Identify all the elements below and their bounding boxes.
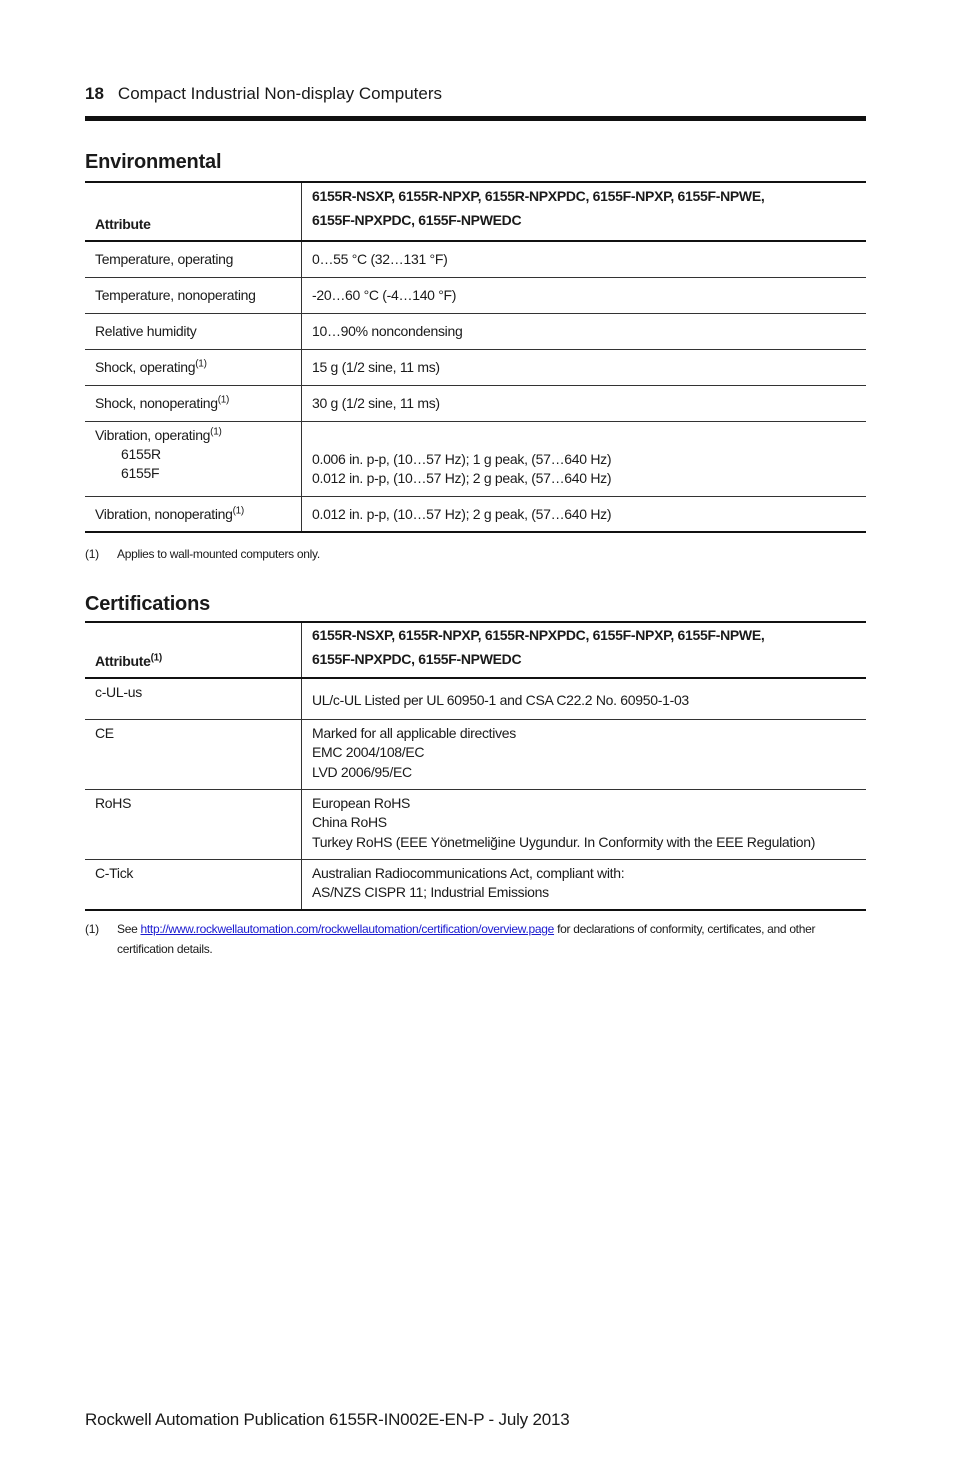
page-header	[85, 82, 866, 106]
attribute-cell: Shock, operating$^{(1)}$	[85, 349, 302, 385]
attribute-cell: c-UL-us	[85, 678, 302, 719]
attribute-cell: Relative humidity	[85, 313, 302, 349]
value-cell: 0…55 °C (32…131 °F)	[302, 241, 867, 277]
table-row	[85, 385, 866, 421]
table-row	[85, 496, 866, 532]
attribute-cell: RoHS	[85, 789, 302, 859]
certification-link[interactable]: http://www.rockwellautomation.com/rockwellautomation/certification/overview.page	[140, 922, 555, 936]
attribute-cell: Vibration, operating$^{(1)}$ 6155R 6155F	[85, 421, 302, 496]
footnote-ref: (1)	[150, 652, 162, 664]
environmental-title: Environmental	[85, 151, 222, 173]
page-number: 18	[85, 84, 104, 103]
value-cell: UL/c-UL Listed per UL 60950-1 and CSA C22.2 No. 60950-1-03	[302, 678, 867, 719]
attribute-cell: Temperature, operating	[85, 241, 302, 277]
value-cell: Australian Radiocommunications Act, compliant with: AS/NZS CISPR 11; Industrial Emissions	[302, 859, 867, 910]
column-header-models: 6155R-NSXP, 6155R-NPXP, 6155R-NPXPDC, 6155F-NPXP, 6155F-NPWE, 6155F-NPXPDC, 6155F-NPWEDC	[302, 622, 867, 678]
environmental-table	[85, 181, 866, 533]
table-row	[85, 277, 866, 313]
document-title: Compact Industrial Non-display Computers	[117, 84, 443, 103]
attribute-cell: C-Tick	[85, 859, 302, 910]
certifications-table	[85, 621, 866, 911]
table-row	[85, 349, 866, 385]
value-cell: 15 g (1/2 sine, 11 ms)	[302, 349, 867, 385]
value-cell: 10…90% noncondensing	[302, 313, 867, 349]
table-header-row	[85, 182, 866, 241]
footnote-ref: (1)	[217, 394, 230, 406]
table-row	[85, 789, 866, 859]
column-header-attribute: Attribute$^{(1)}$	[85, 622, 302, 678]
certifications-footnote: (1) See http://www.rockwellautomation.com/rockwellautomation/certification/overview.page for declarations of conformity, certificates, and other certification details.	[85, 922, 816, 956]
footnote-ref: (1)	[210, 425, 222, 437]
table-row	[85, 859, 866, 910]
value-cell: 0.012 in. p-p, (10…57 Hz); 2 g peak, (57…640 Hz)	[302, 496, 867, 532]
certifications-title: Certifications	[85, 593, 211, 615]
table-row	[85, 719, 866, 789]
column-header-attribute: Attribute	[85, 182, 302, 241]
value-cell: European RoHS China RoHS Turkey RoHS (EEE Yönetmeliğine Uygundur. In Conformity with the EEE Regulation)	[302, 789, 867, 859]
attribute-cell: CE	[85, 719, 302, 789]
column-header-models: 6155R-NSXP, 6155R-NPXP, 6155R-NPXPDC, 6155F-NPXP, 6155F-NPWE, 6155F-NPXPDC, 6155F-NPWEDC	[302, 182, 867, 241]
value-cell: Marked for all applicable directives EMC 2004/108/EC LVD 2006/95/EC	[302, 719, 867, 789]
environmental-footnote: (1) Applies to wall-mounted computers only.	[85, 547, 320, 561]
table-row	[85, 313, 866, 349]
table-row	[85, 421, 866, 496]
value-cell: -20…60 °C (-4…140 °F)	[302, 277, 867, 313]
attribute-cell: Temperature, nonoperating	[85, 277, 302, 313]
value-cell: 30 g (1/2 sine, 11 ms)	[302, 385, 867, 421]
attribute-cell: Vibration, nonoperating$^{(1)}$	[85, 496, 302, 532]
page-footer: Rockwell Automation Publication 6155R-IN002E-EN-P - July 2013	[85, 1410, 570, 1429]
header-rule	[85, 116, 866, 121]
footnote-ref: (1)	[232, 505, 244, 517]
attribute-cell: Shock, nonoperating$^{(1)}$	[85, 385, 302, 421]
table-row	[85, 241, 866, 277]
footnote-ref: (1)	[195, 358, 207, 370]
table-header-row	[85, 622, 866, 678]
value-cell: 0.006 in. p-p, (10…57 Hz); 1 g peak, (57…640 Hz) 0.012 in. p-p, (10…57 Hz); 2 g peak, (57…640 Hz)	[302, 421, 867, 496]
table-row	[85, 678, 866, 719]
